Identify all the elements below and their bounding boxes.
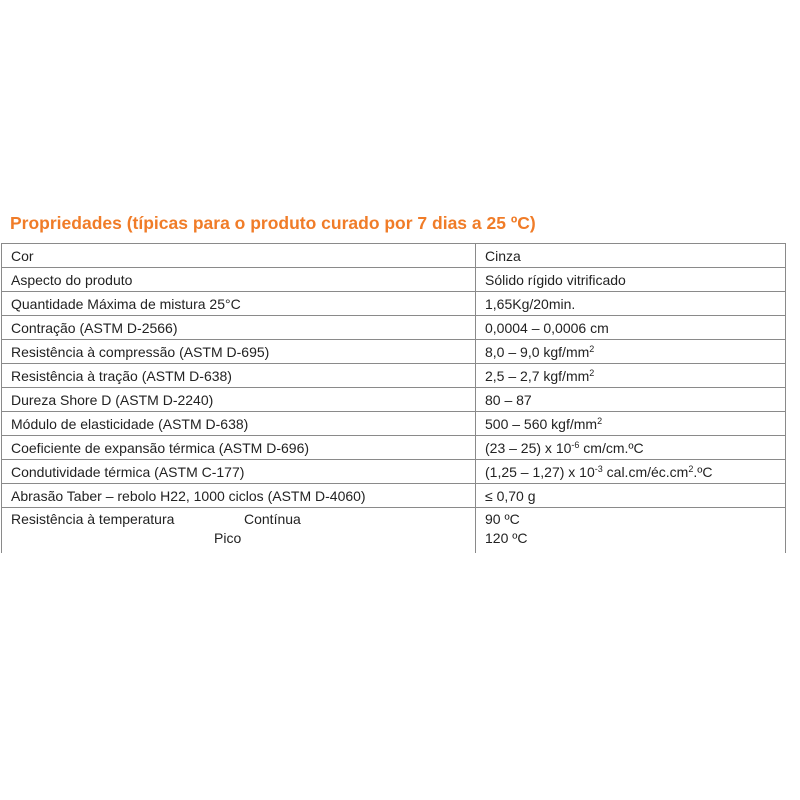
table-row (2, 340, 786, 364)
property-label: Resistência à tração (ASTM D-638) (2, 364, 476, 388)
property-label: Quantidade Máxima de mistura 25°C (2, 292, 476, 316)
value-superscript: 2 (688, 463, 694, 474)
property-value: Sólido rígido vitrificado (476, 268, 786, 292)
value-superscript: -6 (571, 439, 580, 450)
temperature-label: Resistência à temperatura (11, 511, 175, 527)
temperature-label-line (11, 510, 467, 529)
value-superscript: 2 (597, 415, 603, 426)
property-label: Módulo de elasticidade (ASTM D-638) (2, 412, 476, 436)
value-superscript: 2 (589, 367, 595, 378)
value-unit-suffix: .ºC (693, 463, 713, 480)
table-row (2, 460, 786, 484)
section-title: Propriedades (típicas para o produto curado por 7 dias a 25 ºC) (10, 213, 536, 233)
value-unit: cal.cm/éc.cm (602, 463, 689, 480)
property-label: Abrasão Taber – rebolo H22, 1000 ciclos (ASTM D-4060) (2, 484, 476, 508)
property-value: Cinza (476, 244, 786, 268)
value-text: 2,5 – 2,7 kgf/mm (485, 367, 590, 384)
property-value (476, 460, 786, 484)
properties-table (1, 243, 786, 553)
property-value (476, 412, 786, 436)
temperature-peak-value: 120 ºC (485, 530, 528, 546)
value-superscript: -3 (594, 463, 603, 474)
property-value (476, 340, 786, 364)
property-label: Cor (2, 244, 476, 268)
temperature-peak-label: Pico (214, 530, 242, 546)
property-value (476, 364, 786, 388)
property-label: Dureza Shore D (ASTM D-2240) (2, 388, 476, 412)
property-label (2, 508, 476, 554)
property-value: 80 – 87 (476, 388, 786, 412)
property-label: Contração (ASTM D-2566) (2, 316, 476, 340)
value-text: (1,25 – 1,27) x 10 (485, 463, 595, 480)
property-value (476, 508, 786, 554)
table-row-temperature (2, 508, 786, 554)
table-row (2, 292, 786, 316)
property-value: 1,65Kg/20min. (476, 292, 786, 316)
value-text: 8,0 – 9,0 kgf/mm (485, 343, 590, 360)
property-value (476, 436, 786, 460)
table-row (2, 316, 786, 340)
table-row (2, 412, 786, 436)
value-text: 500 – 560 kgf/mm (485, 415, 598, 432)
property-label: Coeficiente de expansão térmica (ASTM D-696) (2, 436, 476, 460)
property-label: Aspecto do produto (2, 268, 476, 292)
temperature-continuous-label: Contínua (244, 511, 301, 527)
temperature-continuous-value: 90 ºC (485, 511, 520, 527)
table-row (2, 436, 786, 460)
table-row (2, 268, 786, 292)
property-label: Condutividade térmica (ASTM C-177) (2, 460, 476, 484)
property-value: 0,0004 – 0,0006 cm (476, 316, 786, 340)
property-label: Resistência à compressão (ASTM D-695) (2, 340, 476, 364)
value-superscript: 2 (589, 343, 595, 354)
table-row (2, 484, 786, 508)
table-row (2, 388, 786, 412)
table-row (2, 364, 786, 388)
table-row (2, 244, 786, 268)
value-unit: cm/cm.ºC (579, 439, 644, 456)
value-text: (23 – 25) x 10 (485, 439, 572, 456)
property-value: ≤ 0,70 g (476, 484, 786, 508)
